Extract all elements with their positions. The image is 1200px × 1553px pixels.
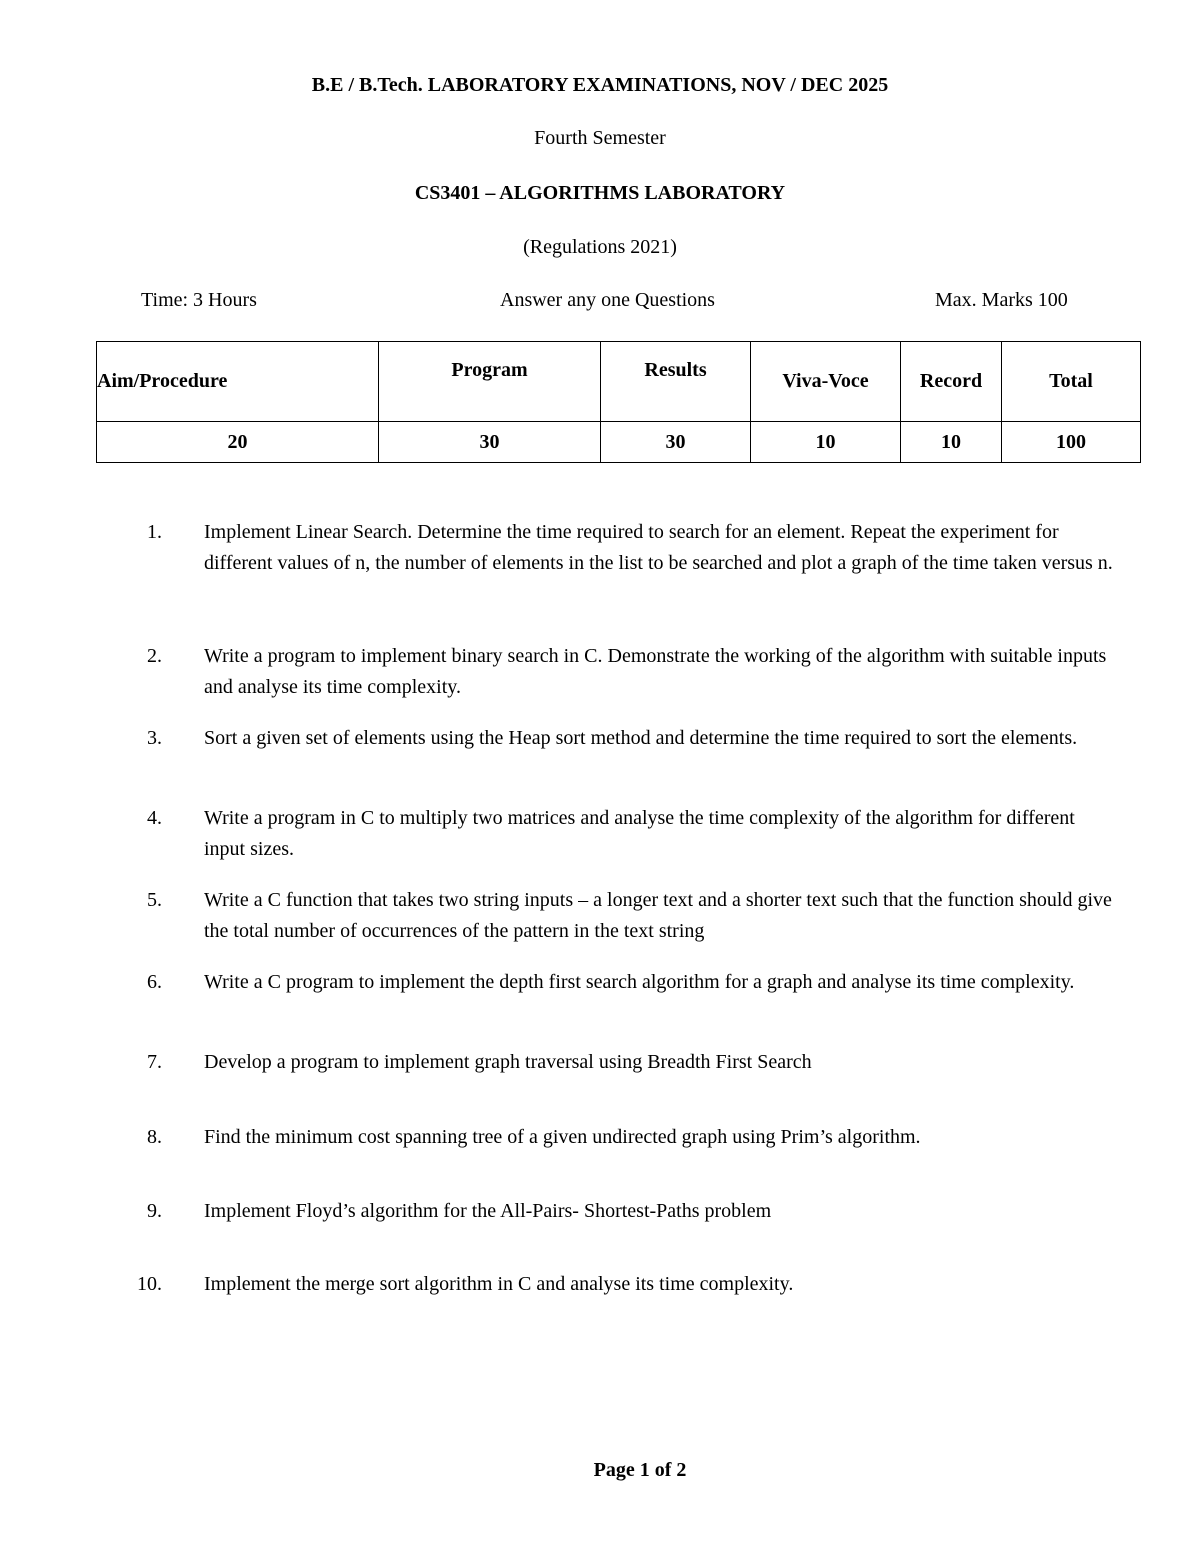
instruction: Answer any one Questions bbox=[500, 289, 715, 311]
value-results: 30 bbox=[601, 422, 751, 463]
header-program bbox=[379, 342, 601, 422]
marks-values-row bbox=[97, 422, 1141, 463]
regulations: (Regulations 2021) bbox=[523, 236, 677, 258]
question-text: Write a program in C to multiply two matrices and analyse the time complexity of the algorithm for different input sizes. bbox=[204, 807, 1075, 860]
exam-title: B.E / B.Tech. LABORATORY EXAMINATIONS, NOV / DEC 2025 bbox=[311, 74, 889, 96]
max-marks: Max. Marks 100 bbox=[935, 289, 1068, 311]
question-text: Implement the merge sort algorithm in C and analyse its time complexity. bbox=[204, 1273, 794, 1295]
header-viva-voce: Viva-Voce bbox=[751, 342, 901, 422]
question-text: Write a program to implement binary search in C. Demonstrate the working of the algorithm with suitable inputs and analyse its time complexity. bbox=[204, 645, 1107, 698]
question-number: 8. bbox=[147, 1126, 162, 1148]
question-number: 6. bbox=[147, 971, 162, 993]
course-title: CS3401 – ALGORITHMS LABORATORY bbox=[414, 182, 786, 204]
header-total: Total bbox=[1002, 342, 1141, 422]
question-number: 7. bbox=[147, 1051, 162, 1073]
question-number: 1. bbox=[147, 521, 162, 543]
question-text: Write a C function that takes two string inputs – a longer text and a shorter text such that the function should give the total number of occurrences of the pattern in the text string bbox=[204, 889, 1112, 942]
value-program: 30 bbox=[379, 422, 601, 463]
marks-table bbox=[96, 341, 1141, 463]
marks-header-row bbox=[97, 342, 1141, 422]
header-results-label: Results bbox=[644, 359, 707, 381]
question-text: Develop a program to implement graph traversal using Breadth First Search bbox=[204, 1051, 812, 1073]
question-number: 5. bbox=[147, 889, 162, 911]
value-total: 100 bbox=[1002, 422, 1141, 463]
header-record: Record bbox=[901, 342, 1002, 422]
question-number: 2. bbox=[147, 645, 162, 667]
header-program-label: Program bbox=[451, 359, 528, 381]
value-viva-voce: 10 bbox=[751, 422, 901, 463]
time-label: Time: 3 Hours bbox=[141, 289, 257, 311]
question-text: Implement Floyd’s algorithm for the All-Pairs- Shortest-Paths problem bbox=[204, 1200, 772, 1222]
question-number: 3. bbox=[147, 727, 162, 749]
question-number: 9. bbox=[147, 1200, 162, 1222]
page-number: Page 1 of 2 bbox=[593, 1459, 687, 1481]
header-aim-procedure: Aim/Procedure bbox=[97, 342, 379, 422]
value-record: 10 bbox=[901, 422, 1002, 463]
question-number: 4. bbox=[147, 807, 162, 829]
header-results bbox=[601, 342, 751, 422]
question-text: Implement Linear Search. Determine the time required to search for an element. Repeat the experiment for different values of n, the number of elements in the list to be searched and plot a graph of the time taken versus n. bbox=[204, 521, 1113, 574]
question-text: Write a C program to implement the depth first search algorithm for a graph and analyse its time complexity. bbox=[204, 971, 1075, 993]
value-aim-procedure: 20 bbox=[97, 422, 379, 463]
question-text: Sort a given set of elements using the Heap sort method and determine the time required to sort the elements. bbox=[204, 727, 1078, 749]
question-text: Find the minimum cost spanning tree of a given undirected graph using Prim’s algorithm. bbox=[204, 1126, 921, 1148]
semester: Fourth Semester bbox=[534, 127, 666, 149]
question-number: 10. bbox=[137, 1273, 162, 1295]
